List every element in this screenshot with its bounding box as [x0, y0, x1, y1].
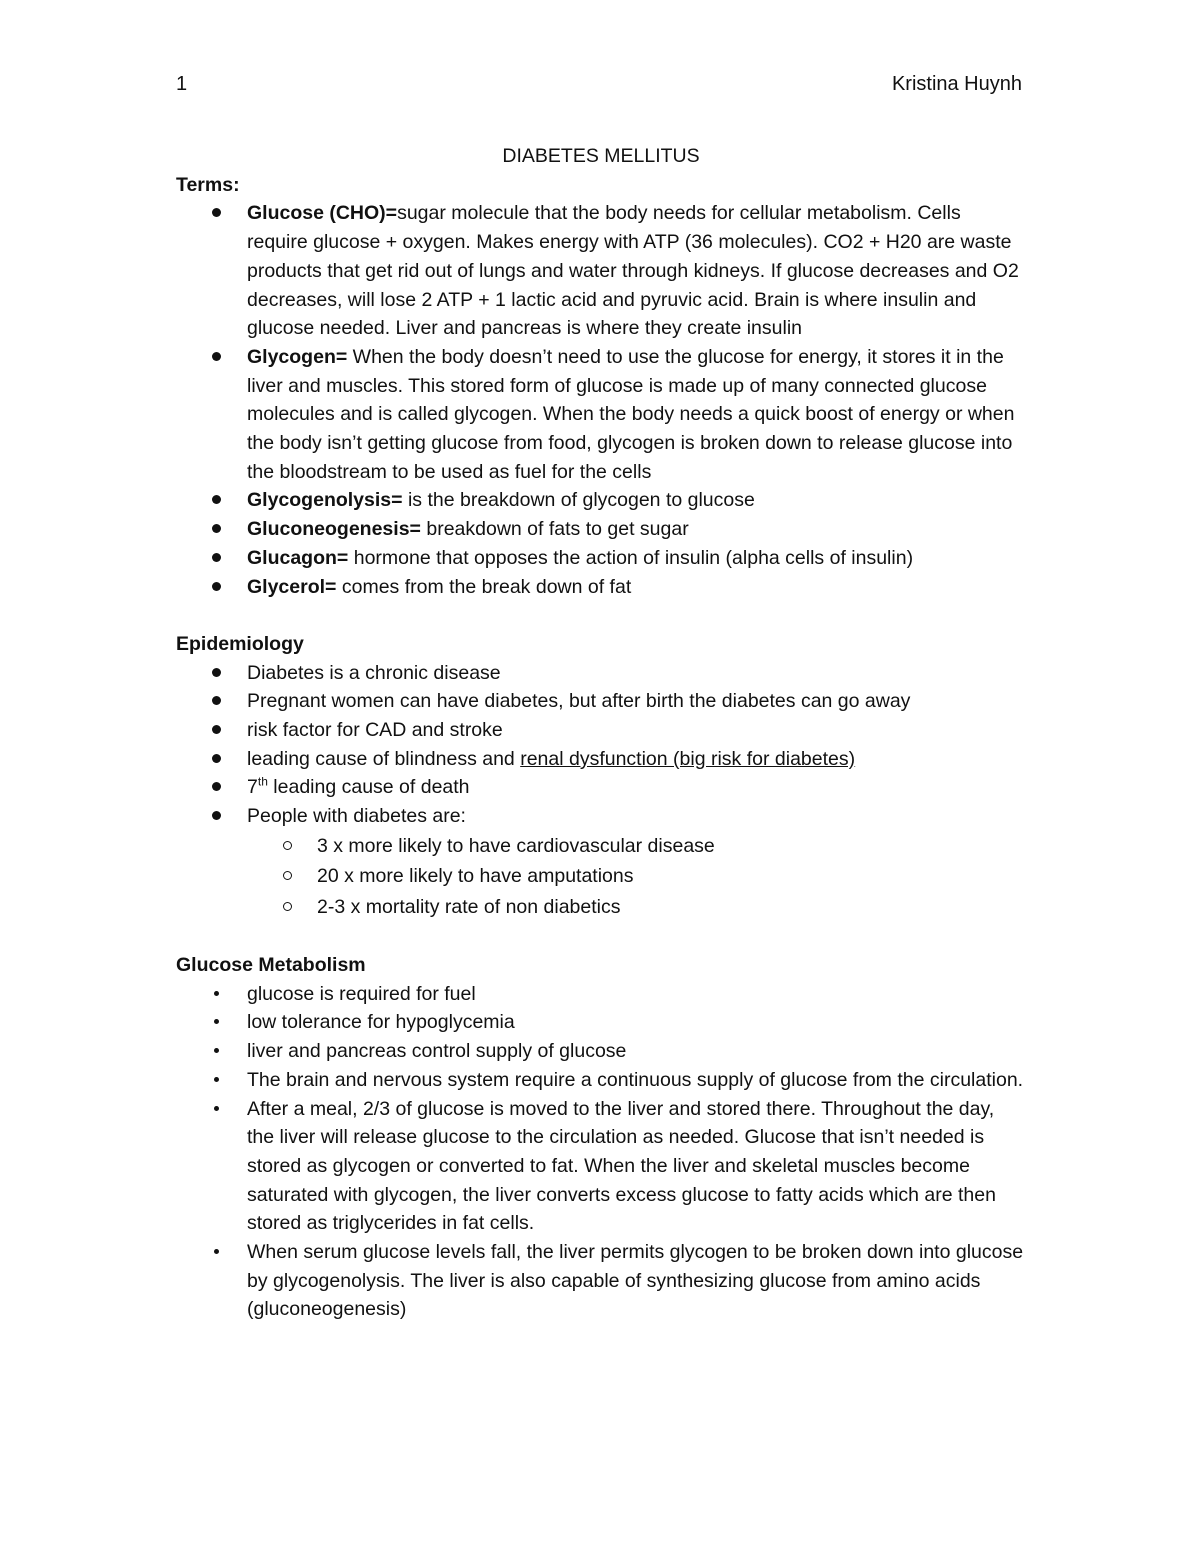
ordinal-suffix: th — [257, 774, 268, 789]
list-item-text: People with diabetes are: — [247, 805, 466, 828]
bullet-icon — [214, 1249, 219, 1254]
sub-list — [176, 831, 1026, 923]
list-item — [176, 199, 1026, 343]
bullet-icon — [214, 1106, 219, 1111]
list-item — [176, 573, 1026, 602]
list-item — [176, 1095, 1026, 1239]
term-name: Glucose (CHO)= — [247, 202, 398, 225]
page-number: 1 — [176, 73, 188, 95]
list-item — [176, 343, 1026, 487]
bullet-icon — [212, 811, 221, 820]
list-item-text: glucose is required for fuel — [247, 982, 476, 1005]
list-item-text: liver and pancreas control supply of glucose — [247, 1040, 627, 1063]
bullet-icon — [214, 1077, 219, 1082]
bullet-icon — [212, 524, 221, 533]
document-body — [176, 142, 1026, 1324]
glucose-metabolism-list — [176, 980, 1026, 1324]
list-item-text: risk factor for CAD and stroke — [247, 719, 503, 742]
bullet-icon — [212, 553, 221, 562]
epidemiology-heading: Epidemiology — [176, 632, 304, 655]
bullet-icon — [212, 725, 221, 734]
list-item — [176, 544, 1026, 573]
glucose-metabolism-heading: Glucose Metabolism — [176, 954, 366, 977]
term-definition: comes from the break down of fat — [336, 575, 632, 598]
bullet-icon — [212, 352, 221, 361]
term-name: Glycogen= — [247, 345, 348, 368]
terms-heading: Terms: — [176, 173, 240, 196]
hollow-bullet-icon — [283, 902, 292, 911]
list-item-text: Diabetes is a chronic disease — [247, 661, 501, 684]
sub-list-item — [176, 861, 1026, 892]
underlined-text: renal dysfunction (big risk for diabetes) — [520, 747, 856, 770]
document-title: DIABETES MELLITUS — [502, 145, 700, 167]
list-item — [176, 1238, 1026, 1324]
bullet-icon — [212, 782, 221, 791]
list-item — [176, 1037, 1026, 1066]
section-spacer — [176, 601, 1026, 630]
term-definition: is the breakdown of glycogen to glucose — [402, 489, 755, 512]
term-name: Gluconeogenesis= — [247, 518, 421, 541]
bullet-icon — [212, 668, 221, 677]
list-item-text: The brain and nervous system require a continuous supply of glucose from the circulation. — [247, 1068, 1024, 1091]
list-item — [176, 802, 1026, 831]
terms-list — [176, 199, 1026, 601]
bullet-icon — [214, 1048, 219, 1053]
list-item-text: After a meal, 2/3 of glucose is moved to the liver and stored there. Throughout the day, the liver will release glucose to the circulation as needed. Glucose that isn’t needed is stored as glycogen or converted to fat. When the liver and skeletal muscles become saturated with glycogen, the liver converts excess glucose to fatty acids which are then stored as triglycerides in fat cells. — [247, 1097, 996, 1235]
list-item — [176, 659, 1026, 688]
list-item — [176, 745, 1026, 774]
author-name: Kristina Huynh — [891, 73, 1022, 95]
list-item-text: leading cause of blindness and — [247, 747, 521, 770]
sub-list-item-text: 3 x more likely to have cardiovascular disease — [317, 834, 715, 857]
sub-list-item-text: 20 x more likely to have amputations — [317, 865, 634, 888]
term-definition: When the body doesn’t need to use the glucose for energy, it stores it in the liver and muscles. This stored form of glucose is made up of many connected glucose molecules and is called glycogen. When the body needs a quick boost of energy or when the body isn’t getting glucose from food, glycogen is broken down to release glucose into the bloodstream to be used as fuel for the cells — [247, 345, 1015, 483]
list-item — [176, 515, 1026, 544]
term-name: Glycogenolysis= — [247, 489, 403, 512]
bullet-icon — [212, 495, 221, 504]
hollow-bullet-icon — [283, 871, 292, 880]
sub-list-item-text: 2-3 x mortality rate of non diabetics — [317, 895, 621, 918]
list-item — [176, 1008, 1026, 1037]
bullet-icon — [212, 582, 221, 591]
bullet-icon — [214, 991, 219, 996]
hollow-bullet-icon — [283, 841, 292, 850]
term-name: Glycerol= — [247, 575, 337, 598]
list-item-text: When serum glucose levels fall, the liver permits glycogen to be broken down into glucose by glycogenolysis. The liver is also capable of synthesizing glucose from amino acids (gluconeogenesis) — [247, 1241, 1024, 1321]
section-spacer — [176, 922, 1026, 951]
bullet-icon — [212, 754, 221, 763]
term-definition: breakdown of fats to get sugar — [420, 518, 689, 541]
term-definition: sugar molecule that the body needs for cellular metabolism. Cells require glucose + oxygen. Makes energy with ATP (36 molecules). CO2 + H20 are waste products that get rid out of lungs and water through kidneys. If glucose decreases and O2 decreases, will lose 2 ATP + 1 lactic acid and pyruvic acid. Brain is where insulin and glucose needed. Liver and pancreas is where they create insulin — [247, 202, 1019, 340]
bullet-icon — [212, 696, 221, 705]
ordinal-number: 7 — [247, 776, 258, 799]
list-item — [176, 980, 1026, 1009]
epidemiology-list — [176, 659, 1026, 831]
list-item-text: low tolerance for hypoglycemia — [247, 1011, 515, 1034]
sub-list-item — [176, 892, 1026, 923]
list-item — [176, 773, 1026, 802]
sub-list-item — [176, 831, 1026, 862]
list-item — [176, 687, 1026, 716]
list-item-text: leading cause of death — [267, 776, 470, 799]
list-item-text: Pregnant women can have diabetes, but after birth the diabetes can go away — [247, 690, 911, 713]
list-item — [176, 1066, 1026, 1095]
list-item — [176, 716, 1026, 745]
bullet-icon — [212, 208, 221, 217]
bullet-icon — [214, 1019, 219, 1024]
list-item — [176, 486, 1026, 515]
term-name: Glucagon= — [247, 546, 349, 569]
term-definition: hormone that opposes the action of insulin (alpha cells of insulin) — [348, 546, 914, 569]
